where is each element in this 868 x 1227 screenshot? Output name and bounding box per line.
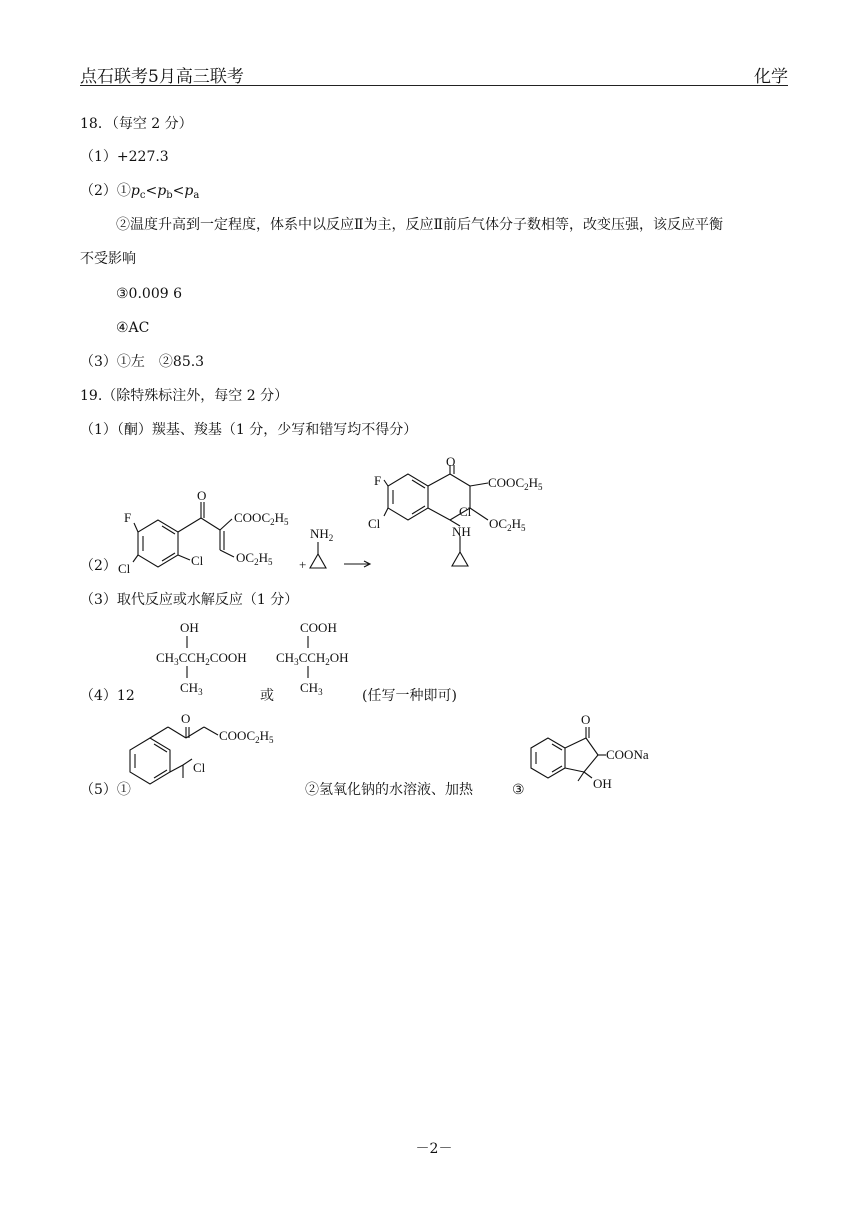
reactant-o: O <box>197 488 207 503</box>
product-o: O <box>446 454 456 469</box>
isomer-2-structure <box>272 619 382 697</box>
product-f: F <box>374 473 382 488</box>
reactant-structure <box>112 484 289 576</box>
product-cl-2: Cl <box>459 504 472 519</box>
product-structure <box>362 452 562 577</box>
cyclopropyl-ring <box>310 554 326 568</box>
product-benzene-ring <box>388 474 428 520</box>
q19-answer-5-3-label: ③ <box>512 782 525 798</box>
q19-answer-2-label: （2） <box>80 558 117 574</box>
q19-answer-3: （3）取代反应或水解反应（1 分） <box>80 592 299 608</box>
q19-5-3-o: O <box>581 712 591 727</box>
isomer-2-main: $CH_3CCH_2OH$ <box>276 650 349 667</box>
reactant-ethoxy: $OC_2H_5$ <box>236 550 273 567</box>
q19-5-3-coona: COONa <box>606 747 649 762</box>
q19-answer-4-note: (任写一种即可) <box>362 688 457 704</box>
q19-5-1-cl: Cl <box>193 760 206 775</box>
q18-answer-2-1: $(2)①p_c<p_b<p_a$ <box>80 183 200 201</box>
plus-sign: + <box>299 557 307 572</box>
q19-answer-1: （1）（酮）羰基、羧基（1 分，少写和错写均不得分） <box>80 422 418 438</box>
product-cl-1: Cl <box>368 516 381 531</box>
isomer-2-ch3: $CH_3$ <box>300 680 323 697</box>
reactant-cl-2: Cl <box>191 553 204 568</box>
q18-answer-3: （3）①左 ②85.3 <box>80 354 205 370</box>
q19-answer-5-2: ②氢氧化钠的水溶液、加热 <box>305 782 473 798</box>
q19-5-3-structure <box>525 708 675 798</box>
reactant-f: F <box>124 510 132 525</box>
header-right: 化学 <box>754 67 788 87</box>
amine-nh2: $NH_2$ <box>310 526 334 543</box>
q19-5-1-ester: $COOC_2H_5$ <box>219 728 274 745</box>
product-nh: NH <box>452 524 471 539</box>
product-ethoxy: $OC_2H_5$ <box>489 516 526 533</box>
header-left: 点石联考5月高三联考 <box>80 67 244 87</box>
reactant-cl-1: Cl <box>118 561 131 576</box>
q19-5-1-o: O <box>181 711 191 726</box>
q18-answer-2-2a: ②温度升高到一定程度，体系中以反应Ⅱ为主，反应Ⅱ前后气体分子数相等，改变压强，该反应平衡 <box>116 217 724 233</box>
isomer-1-oh: OH <box>180 620 199 635</box>
reactant-benzene-ring <box>138 520 178 567</box>
q19-5-1-benzene-ring <box>130 738 170 784</box>
product-cyclopropyl-ring <box>452 552 468 566</box>
isomer-1-main: $CH_3CCH_2COOH$ <box>156 650 247 667</box>
q19-answer-4-or: 或 <box>260 688 274 704</box>
reactant-ester: $COOC_2H_5$ <box>234 510 289 527</box>
q19-answer-5-label: （5）① <box>80 782 131 798</box>
q18-title: 18．（每空 2 分） <box>80 116 193 132</box>
product-ester: $COOC_2H_5$ <box>488 475 543 492</box>
page-number: －2－ <box>415 1141 453 1157</box>
isomer-1-ch3: $CH_3$ <box>180 680 203 697</box>
q19-title: 19.（除特殊标注外，每空 2 分） <box>80 388 289 404</box>
q19-5-1-structure <box>125 708 305 798</box>
q18-answer-2-4: ④AC <box>116 320 150 336</box>
q18-answer-2-3: ③0.009 6 <box>116 286 182 302</box>
isomer-1-structure <box>154 619 264 697</box>
q19-answer-4-label: （4）12 <box>80 688 135 704</box>
q18-answer-1: （1）+227.3 <box>80 149 169 165</box>
q19-5-3-oh: OH <box>593 776 612 791</box>
header-rule <box>80 85 788 86</box>
isomer-2-cooh: COOH <box>300 620 337 635</box>
q18-answer-2-2b: 不受影响 <box>80 251 136 267</box>
